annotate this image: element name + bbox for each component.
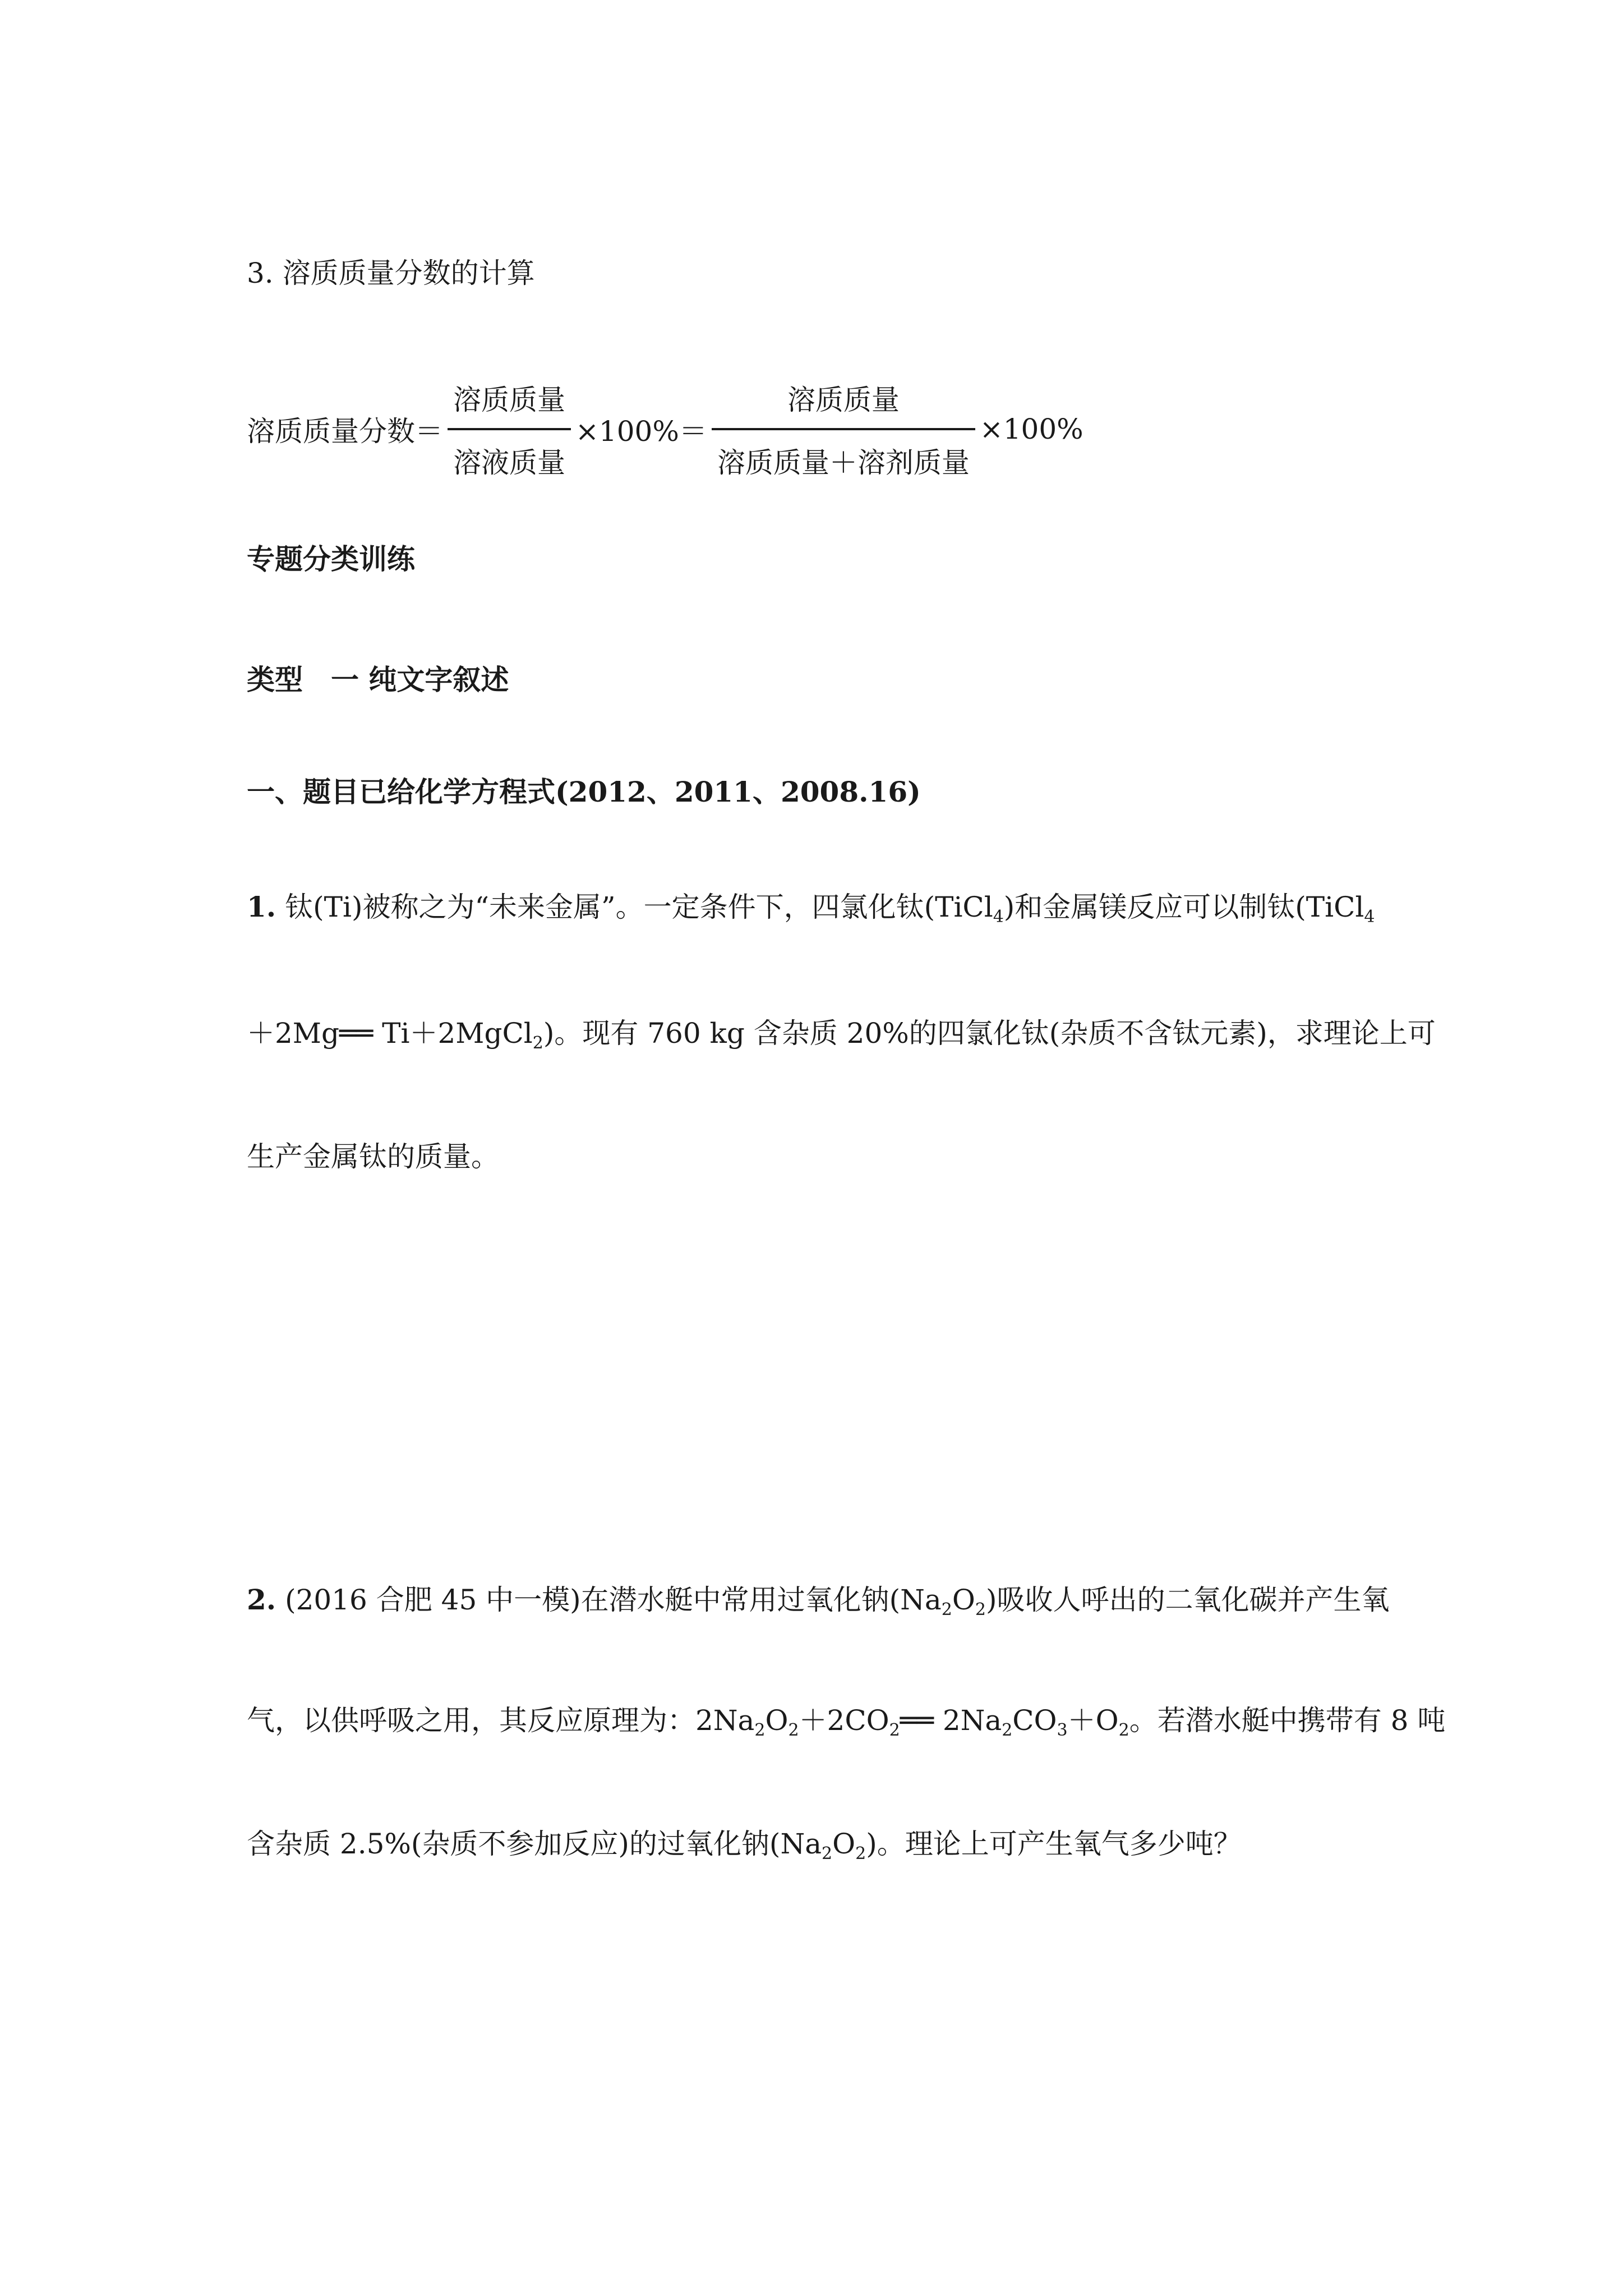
formula-lhs: 溶质质量分数＝ (247, 415, 443, 448)
question-1-number: 1. (247, 890, 276, 923)
type-title: 类型 一 纯文字叙述 (247, 663, 509, 696)
question-2-line-3: 含杂质 2.5%(杂质不参加反应)的过氧化钠$(Na_2O_2)$。理论上可产生氧气多少吨？ (247, 1828, 1242, 1864)
fraction-1 (448, 378, 571, 481)
formula-times-1: ×100%＝ (575, 415, 707, 448)
training-title: 专题分类训练 (247, 542, 415, 576)
part-title: 一、题目已给化学方程式(2012、2011、2008.16) (247, 775, 921, 808)
question-1-line-3: 生产金属钛的质量。 (247, 1140, 499, 1173)
fraction-2-denominator: 溶质质量＋溶剂质量 (717, 447, 970, 479)
question-2-line-2: 气，以供呼吸之用，其反应原理为：$2Na_2O_2+2CO_2══$ $2Na_2CO_3+O_2$。若潜水艇中携带有 8 吨 (247, 1704, 1446, 1740)
question-2-line-1: 2. (2016 合肥 45 中一模)在潜水艇中常用过氧化钠$(Na_2O_2)$吸收人呼出的二氧化碳并产生氧 (247, 1583, 1390, 1619)
fraction-1-numerator: 溶质质量 (453, 384, 565, 416)
question-1-line-1: 1. 钛(Ti)被称之为“未来金属”。一定条件下，四氯化钛(TiCl$_4$)和金属镁反应可以制钛(TiCl$_4$ (247, 890, 1375, 927)
formula-times-2: ×100% (979, 413, 1083, 445)
question-2-number: 2. (247, 1583, 276, 1616)
question-1-line-2: ＋2Mg══ Ti＋2MgCl$_2$)。现有 760 kg 含杂质 20%的四氯化钛(杂质不含钛元素)，求理论上可 (247, 1017, 1436, 1053)
mass-fraction-formula (247, 376, 1083, 482)
fraction-2 (712, 378, 975, 481)
fraction-2-numerator: 溶质质量 (787, 384, 900, 416)
fraction-1-denominator: 溶液质量 (453, 447, 565, 479)
section-heading: 3. 溶质质量分数的计算 (247, 257, 535, 289)
